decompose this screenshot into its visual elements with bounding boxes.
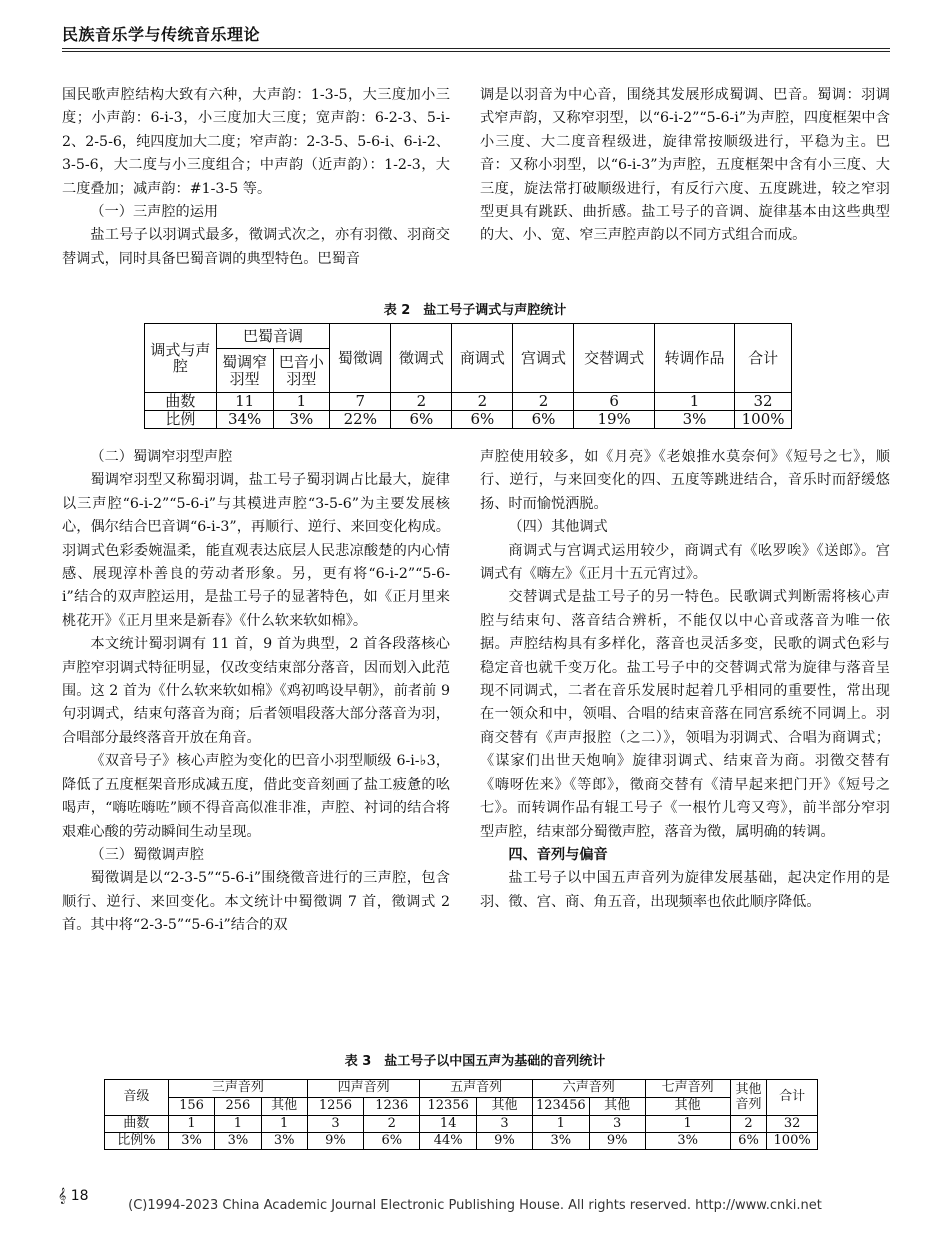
left-column-middle: [62, 446, 450, 938]
table-3-cell: 100%: [767, 1133, 818, 1150]
table-3-sub-header: 其他: [261, 1098, 307, 1116]
table-3-corner: 音级: [105, 1080, 169, 1116]
table-2-sub-header: 蜀调窄羽型: [216, 349, 273, 393]
paragraph-shang-gong: 商调式与宫调式运用较少，商调式有《吆罗唉》《送郎》。宫调式有《嗨左》《正月十五元宵过》。: [480, 542, 890, 583]
table-3-sub-header: 1236: [364, 1098, 420, 1116]
table-3-cell: 3: [476, 1116, 532, 1133]
table-3-row-label: 曲数: [105, 1116, 169, 1133]
paragraph-statistics: 本文统计蜀羽调有 11 首，9 首为典型，2 首各段落核心声腔窄羽调式特征明显，仅改变结束部分落音，因而划入此范围。这 2 首为《什么软来软如棉》《鸡初鸣设早朝》，前者前 9 句羽调式，结束句落音为商；后者领唱段落大部分落音为羽，合唱部分最终落音开放在角音。: [62, 636, 450, 746]
table-2-corner: 调式与声腔: [145, 324, 217, 393]
table-3-sub-header: 256: [215, 1098, 261, 1116]
paragraph-mode-usage: 盐工号子以羽调式最多，徵调式次之，亦有羽徵、羽商交替调式，同时具备巴蜀音调的典型特色。巴蜀音: [62, 227, 450, 267]
table-2-row-label: 比例: [145, 411, 217, 429]
table-3-group-header: 四声音列: [307, 1080, 420, 1098]
table-3-group-header: 合计: [767, 1080, 818, 1116]
table-2-cell: 1: [273, 393, 330, 411]
table-2-col-header: 交替调式: [574, 324, 654, 393]
table-2-cell: 6%: [452, 411, 513, 429]
table-2-cell: 3%: [273, 411, 330, 429]
table-3-cell: 32: [767, 1116, 818, 1133]
table-3-cell: 6%: [364, 1133, 420, 1150]
table-2-col-header: 合计: [735, 324, 792, 393]
table-3-cell: 3%: [261, 1133, 307, 1150]
table-3-sub-header: 其他: [589, 1098, 645, 1116]
subheading-three-tone: （一）三声腔的运用: [90, 204, 219, 221]
section-heading-scales: 四、音列与偏音: [508, 846, 608, 863]
journal-section-title: 民族音乐学与传统音乐理论: [62, 25, 261, 44]
table-3-cell: 9%: [589, 1133, 645, 1150]
table-2-col-header: 蜀徵调: [330, 324, 391, 393]
table-3-sub-header: 其他: [476, 1098, 532, 1116]
table-3-cell: 2: [730, 1116, 767, 1133]
table-3-sub-header: 1256: [307, 1098, 363, 1116]
table-3-cell: 1: [215, 1116, 261, 1133]
table-3-group-header: 七声音列: [645, 1080, 730, 1098]
paragraph-scales: 盐工号子以中国五声音列为旋律发展基础，起决定作用的是羽、徵、宫、商、角五音，出现频率也依此顺序降低。: [480, 870, 890, 910]
table-2-cell: 6%: [391, 411, 452, 429]
table-3-cell: 2: [364, 1116, 420, 1133]
table-3-sub-header: 其他: [645, 1098, 730, 1116]
table-2-cell: 11: [216, 393, 273, 411]
paragraph-voice-types: 国民歌声腔结构大致有六种，大声韵：1-3-5，大三度加小三度；小声韵：6-i-3，小三度加大三度；宽声韵：6-2-3、5-i-2、2-5-6，纯四度加大二度；窄声韵：2-3-5、5-6-i、6-i-2、3-5-6，大二度与小三度组合；中声韵（近声韵）：1-2-3，大二度叠加；减声韵：#1-3-5 等。: [62, 87, 450, 197]
table-2-cell: 19%: [574, 411, 654, 429]
table-2-caption: 表 2 盐工号子调式与声腔统计: [383, 303, 567, 318]
table-3-group-header: 其他音列: [730, 1080, 767, 1116]
header-rule: [62, 48, 890, 49]
table-2-cell: 100%: [735, 411, 792, 429]
table-3-sub-header: 156: [168, 1098, 214, 1116]
table-3-sub-header: 123456: [532, 1098, 589, 1116]
table-2-col-header: 宫调式: [513, 324, 574, 393]
left-column-top: [62, 84, 450, 271]
table-2-col-header: 转调作品: [654, 324, 734, 393]
table-3-cell: 6%: [730, 1133, 767, 1150]
table-3-cell: 1: [645, 1116, 730, 1133]
table-2-group-header: 巴蜀音调: [216, 324, 330, 349]
table-3-cell: 1: [168, 1116, 214, 1133]
page-number-text: 18: [70, 1188, 89, 1204]
paragraph-alternating-modes: 交替调式是盐工号子的另一特色。民歌调式判断需将核心声腔与结束句、落音结合辨析，不能仅以中心音或落音为唯一依据。声腔结构具有多样化，落音也灵活多变，民歌的调式色彩与稳定音也就千变万化。盐工号子中的交替调式常为旋律与落音呈现不同调式，二者在音乐发展时起着几乎相同的重要性，常出现在一领众和中，领唱、合唱的结束音落在同宫系统不同调上。羽商交替有《声声报腔（之二）》，领唱为羽调式、合唱为商调式；《谋家们出世天炮响》旋律羽调式、结束音为商。羽徵交替有《嗨呀佐来》《等郎》，徵商交替有《清早起来把门开》《短号之七》。而转调作品有辊工号子《一根竹儿弯又弯》，前半部分窄羽型声腔，结束部分蜀徵声腔，落音为徵，属明确的转调。: [480, 589, 890, 840]
table-2-cell: 7: [330, 393, 391, 411]
table-2-row-label: 曲数: [145, 393, 217, 411]
subheading-shu-narrow: （二）蜀调窄羽型声腔: [90, 449, 233, 465]
copyright-line: (C)1994-2023 China Academic Journal Electronic Publishing House. All rights reserved. http://www.cnki.net: [128, 1198, 822, 1213]
right-column-top: [480, 84, 890, 248]
table-3-cell: 3%: [532, 1133, 589, 1150]
table-3-sub-header: 12356: [420, 1098, 477, 1116]
table-2-cell: 3%: [654, 411, 734, 429]
table-3-cell: 14: [420, 1116, 477, 1133]
right-column-middle: [480, 446, 890, 914]
table-2-sub-header: 巴音小羽型: [273, 349, 330, 393]
table-2-cell: 2: [452, 393, 513, 411]
table-3-cell: 3: [589, 1116, 645, 1133]
paragraph-voice-usage: 声腔使用较多，如《月亮》《老娘推水莫奈何》《短号之七》，顺行、逆行，与来回变化的四、五度等跳进结合，音乐时而舒缓悠扬、时而愉悦洒脱。: [480, 449, 890, 512]
table-3-cell: 1: [261, 1116, 307, 1133]
table-3-cell: 9%: [307, 1133, 363, 1150]
paragraph-shu-narrow: 蜀调窄羽型又称蜀羽调，盐工号子蜀羽调占比最大，旋律以三声腔“6-i-2”“5-6-i”与其模进声腔“3-5-6”为主要发展核心，偶尔结合巴音调“6-i-3”，再顺行、逆行、来回变化构成。羽调式色彩委婉温柔，能直观表达底层人民悲凉酸楚的内心情感、展现淳朴善良的劳动者形象。另，更有将“6-i-2”“5-6-i”结合的双声腔运用，是盐工号子的显著特色，如《正月里来桃花开》《正月里来是新春》《什么软来软如棉》。: [62, 472, 450, 629]
subheading-other-modes: （四）其他调式: [508, 519, 608, 536]
table-3-cell: 1: [532, 1116, 589, 1133]
table-3-cell: 3: [307, 1116, 363, 1133]
paragraph-shu-zhi: 蜀徵调是以“2-3-5”“5-6-i”围绕徵音进行的三声腔，包含顺行、逆行、来回变化。本文统计中蜀徵调 7 首，徵调式 2 首。其中将“2-3-5”“5-6-i”结合的双: [62, 870, 450, 934]
table-2-cell: 6%: [513, 411, 574, 429]
table-3-row-label: 比例%: [105, 1133, 169, 1150]
table-3-cell: 9%: [476, 1133, 532, 1150]
paragraph-bashu-tunes: 调是以羽音为中心音，围绕其发展形成蜀调、巴音。蜀调：羽调式窄声韵，又称窄羽型，以“6-i-2”“5-6-i”为声腔，四度框架中含小三度、大二度音程级进，旋律常按顺级进行，平稳为主。巴音：又称小羽型，以“6-i-3”为声腔，五度框架中含有小三度、大三度，旋法常打破顺级进行，有反行六度、五度跳进，较之窄羽型更具有跳跃、曲折感。盐工号子的音调、旋律基本由这些典型的大、小、宽、窄三声腔声韵以不同方式组合而成。: [480, 87, 890, 244]
table-3-cell: 3%: [645, 1133, 730, 1150]
table-2-col-header: 商调式: [452, 324, 513, 393]
table-2-cell: 6: [574, 393, 654, 411]
treble-clef-icon: 𝄞: [58, 1188, 67, 1204]
table-2-cell: 2: [391, 393, 452, 411]
table-3-cell: 3%: [215, 1133, 261, 1150]
table-2-cell: 1: [654, 393, 734, 411]
table-3-cell: 3%: [168, 1133, 214, 1150]
table-3-group-header: 五声音列: [420, 1080, 533, 1098]
table-2-cell: 2: [513, 393, 574, 411]
header-rule-2: [62, 51, 890, 52]
table-3-caption: 表 3 盐工号子以中国五声为基础的音列统计: [344, 1054, 606, 1069]
table-2-cell: 22%: [330, 411, 391, 429]
subheading-shu-zhi: （三）蜀徵调声腔: [90, 846, 204, 863]
table-3: [104, 1079, 818, 1150]
table-2-cell: 32: [735, 393, 792, 411]
table-3-group-header: 六声音列: [532, 1080, 645, 1098]
paragraph-double-tone: 《双音号子》核心声腔为变化的巴音小羽型顺级 6-i-♭3，降低了五度框架音形成减五度，借此变音刻画了盐工疲惫的吆喝声，“嗨咗嗨咗”顾不得音高似准非准，声腔、衬词的结合将艰难心酸的劳动瞬间生动呈现。: [62, 753, 450, 840]
table-2: [144, 323, 792, 429]
table-3-cell: 44%: [420, 1133, 477, 1150]
table-2-col-header: 徵调式: [391, 324, 452, 393]
table-2-cell: 34%: [216, 411, 273, 429]
table-3-group-header: 三声音列: [168, 1080, 307, 1098]
